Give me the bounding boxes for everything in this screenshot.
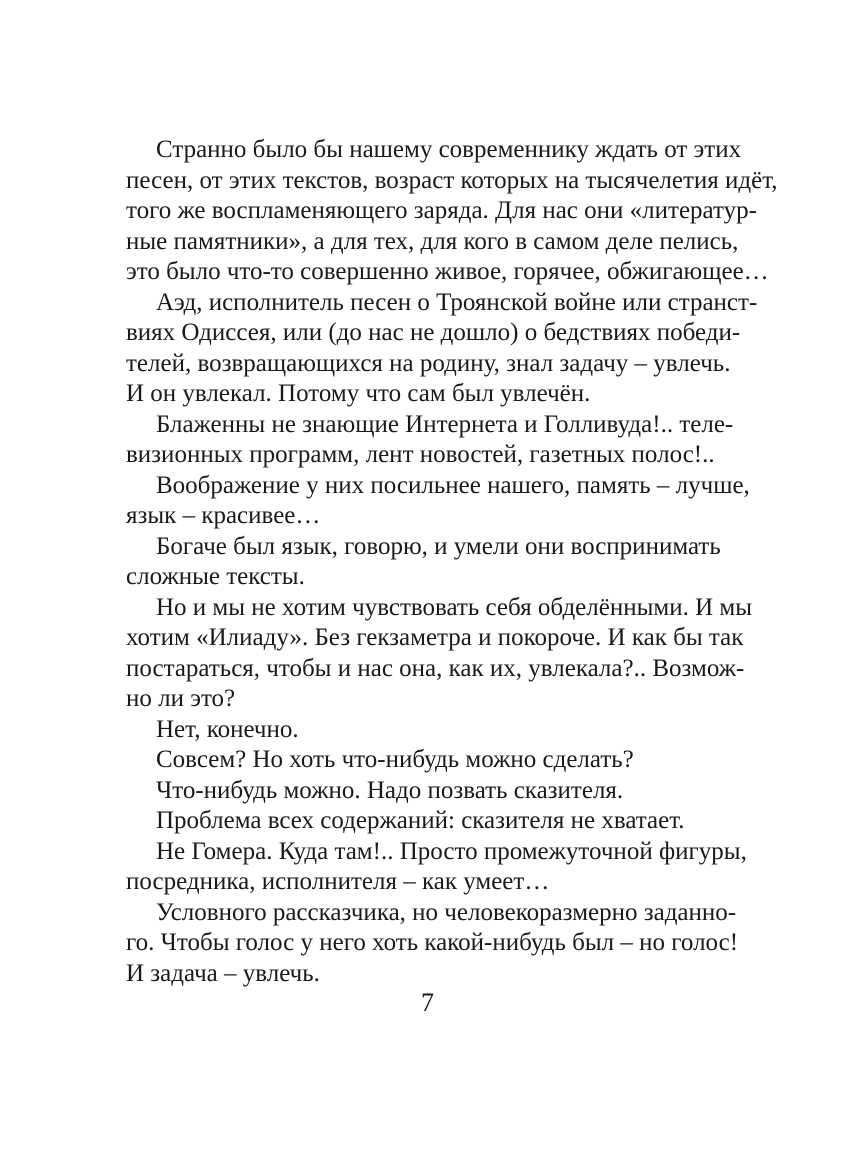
page-number: 7: [421, 988, 434, 1017]
paragraph: [126, 135, 778, 288]
paragraph: [126, 776, 706, 807]
text-line: И он увлекал. Потому что сам был увлечён.: [126, 380, 591, 407]
text-line: телей, возвращающихся на родину, знал задачу – увлечь.: [126, 349, 731, 377]
text-line: визионных программ, лент новостей, газетных полос!..: [126, 441, 715, 468]
text-line: го. Чтобы голос у него хоть какой-нибудь был – но голос!: [126, 929, 739, 956]
text-line: сложные тексты.: [126, 563, 305, 590]
paragraph: [126, 715, 706, 746]
paragraph: [126, 593, 753, 715]
text-line: ные памятники», а для тех, для кого в самом деле пелись,: [126, 227, 739, 255]
paragraph: [126, 745, 706, 776]
paragraph: [126, 806, 706, 837]
paragraph: [126, 471, 750, 532]
text-line: но ли это?: [126, 685, 236, 712]
text-line: Аэд, исполнитель песен о Троянской войне или странст-: [156, 288, 758, 316]
text-line: Совсем? Но хоть что-нибудь можно сделать?: [156, 746, 634, 773]
paragraph: [126, 898, 739, 990]
text-line: Странно было бы нашему современнику ждать от этих: [156, 136, 742, 163]
paragraph: [126, 288, 758, 410]
text-line: язык – красивее…: [126, 502, 321, 529]
text-line: Воображение у них посильнее нашего, память – лучше,: [156, 471, 750, 499]
text-line: Нет, конечно.: [156, 715, 299, 743]
text-line: хотим «Илиаду». Без гекзаметра и покороче. И как бы так: [126, 624, 744, 651]
text-line: Что-нибудь можно. Надо позвать сказителя.: [156, 776, 624, 804]
paragraph: [126, 532, 721, 593]
text-line: песен, от этих текстов, возраст которых на тысячелетия идёт,: [126, 166, 778, 194]
text-line: Проблема всех содержаний: сказителя не хватает.: [156, 807, 685, 834]
body-text: [126, 135, 778, 989]
text-line: Блаженны не знающие Интернета и Голливуда!.. теле-: [156, 410, 734, 438]
text-line: Условного рассказчика, но человекоразмерно заданно-: [156, 898, 737, 926]
text-line: виях Одиссея, или (до нас не дошло) о бедствиях победи-: [126, 319, 741, 346]
text-line: Богаче был язык, говорю, и умели они воспринимать: [156, 532, 721, 560]
text-line: того же воспламеняющего заряда. Для нас они «литератур-: [126, 197, 757, 224]
paragraph: [126, 410, 734, 471]
text-line: посредника, исполнителя – как умеет…: [126, 868, 550, 895]
text-line: постараться, чтобы и нас она, как их, увлекала?.. Возмож-: [126, 654, 745, 682]
text-line: И задача – увлечь.: [126, 959, 320, 987]
text-line: Но и мы не хотим чувствовать себя обделёнными. И мы: [156, 593, 753, 621]
text-line: это было что-то совершенно живое, горячее, обжигающее…: [126, 258, 769, 285]
text-line: Не Гомера. Куда там!.. Просто промежуточной фигуры,: [156, 837, 747, 865]
paragraph: [126, 837, 747, 898]
